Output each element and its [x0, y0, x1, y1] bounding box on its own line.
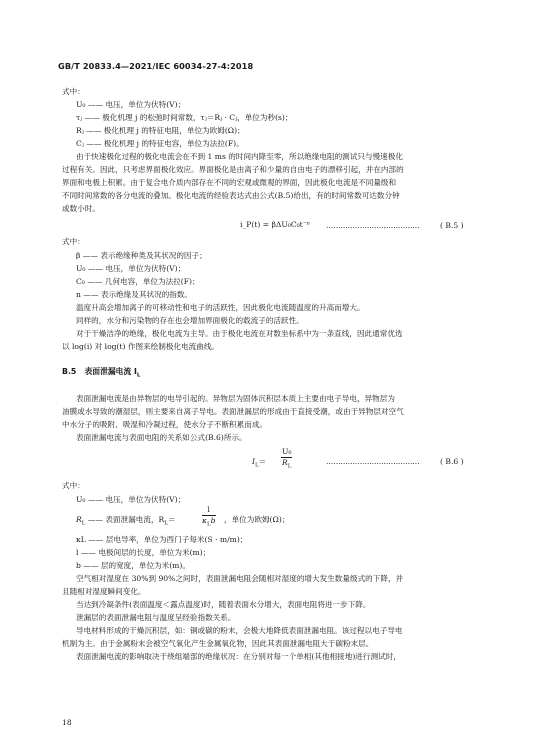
def-rj: Rⱼ —— 极化机理 j 的特征电阻，单位为欧姆(Ω)；	[76, 126, 245, 135]
page-number: 18	[62, 718, 72, 727]
para1-line: 过程有关。因此，只考虑界面极化效应。界面极化是由离子和少量的自由电子的漂移引起，并在内部的	[62, 165, 404, 174]
section-title: 表面泄漏电流 I	[84, 367, 137, 376]
para-line: 温度升高会增加离子的可移动性和电子的活跃性，因此极化电流随温度的升高而增大。	[76, 303, 365, 312]
para3-line: 表面泄漏电流的影响取决于绕组端部的绝缘状况：在分别对每一个单相(其他相接地)进行测试时，	[76, 652, 401, 661]
def-tau: τⱼ —— 极化机理 j 的松弛时间常数，τⱼ＝Rⱼ · Cⱼ，单位为秒(s)；	[76, 113, 293, 122]
para3-line: 当达到冷凝条件(表面温度＜露点温度)时，随着表面水分增大，表面电阻将进一步下降。	[76, 600, 371, 609]
equation-b5: i_P(t) = βΔU₀C₀t⁻ⁿ	[240, 220, 311, 229]
eq6-denominator	[281, 458, 292, 472]
def-cj: Cⱼ —— 极化机理 j 的特征电容，单位为法拉(F)。	[76, 139, 244, 148]
para-line: 以 log(i) 对 log(t) 作图来绘制极化电流曲线。	[62, 342, 220, 351]
rl-denominator	[202, 516, 216, 530]
para1-line: 不同时间常数的各分电流的叠加。极化电流的经验表达式由公式(B.5)给出，有的时间常数可达数分钟	[62, 191, 400, 200]
para3-line: 空气相对湿度在 30%到 90%之间时，表面泄漏电阻会随相对湿度的增大发生数量级式的下降，并	[76, 574, 404, 583]
para2-line: 中水分子的吸附、吸湿和冷凝过程，使水分子不断积累而成。	[62, 420, 268, 429]
para3-line: 导电材料形成的干燥沉积层，如：铜或碳的粉末，会极大地降低表面泄漏电阻。该过程以电子导电	[76, 626, 403, 635]
where-label: 式中：	[62, 237, 85, 246]
eq6-lhs-sub: L	[255, 462, 259, 469]
para1-line: 界面和电极上积累。由于复合电介质内部存在不同的宏观或微观的界面，因此极化电流是不同量级和	[62, 178, 397, 187]
para3-line: 泄漏层的表面泄漏电阻与温度呈经验指数关系。	[76, 613, 236, 622]
equation-b6-fraction	[281, 447, 292, 472]
equation-b6-number: ( B.6 )	[440, 457, 464, 466]
eq6-numerator: U₀	[282, 447, 292, 456]
rl-equals: ＝	[167, 515, 176, 524]
def-l: l —— 电极间层的长度，单位为米(m)；	[76, 548, 211, 557]
rl-den-sub: L	[206, 521, 211, 528]
rl-numerator: l	[202, 505, 216, 516]
def-b: b —— 层的宽度，单位为米(m)。	[76, 561, 190, 570]
def-u0: U₀ —— 电压，单位为伏特(V)；	[76, 264, 186, 273]
rl-symbol: R	[76, 515, 82, 524]
def-c0: C₀ —— 几何电容，单位为法拉(F)；	[76, 277, 200, 286]
section-title-sub: L	[136, 372, 141, 379]
para3-line: 机制为主。由于金属粉末会被空气氧化产生金属氧化物，因此其表面泄漏电阻大于碳粉末层。	[62, 639, 374, 648]
rl-unit: ，单位为欧姆(Ω)；	[224, 515, 290, 524]
rl-text: —— 表面泄漏电流，R	[85, 515, 165, 524]
def-rl	[76, 514, 176, 530]
def-u0: U₀ —— 电压，单位为伏特(V)；	[76, 495, 186, 504]
equation-b6-leader: …………………………………	[326, 457, 420, 466]
eq6-den-sub: L	[287, 463, 292, 470]
eq6-den-symbol: R	[282, 458, 288, 467]
para2-line: 表面泄漏电流是由异物层的电导引起的。异物层为固体沉积层本质上主要由电子导电，异物层为	[76, 394, 395, 403]
where-label: 式中：	[62, 481, 85, 490]
equation-b5-leader: …………………………………	[326, 221, 420, 230]
rl-fraction	[202, 505, 216, 530]
rl-den-b: b	[210, 516, 216, 525]
standard-header: GB/T 20833.4—2021/IEC 60034-27-4:2018	[58, 61, 254, 71]
para2-line: 表面泄漏电流与表面电阻的关系如公式(B.6)所示。	[76, 433, 247, 442]
para1-line: 由于快速极化过程的极化电流会在不到 1 ms 的时间内降至零，所以绝缘电阻的测试只与慢速极化	[76, 152, 403, 161]
para1-line: 或数小时。	[62, 204, 100, 213]
section-heading	[62, 366, 140, 379]
para2-line: 油膜或水导致的潮湿层，则主要来自离子导电。表面泄漏层的形成由于直接受潮，或由于异物层对空气	[62, 407, 404, 416]
para3-line: 且随相对湿度瞬间变化。	[62, 587, 146, 596]
para-line: 同样的，水分和污染物的存在也会增加界面极化的载流子的活跃性。	[76, 316, 304, 325]
eq6-lhs: I	[252, 457, 255, 466]
def-kappa: κL —— 层电导率，单位为西门子每米(S · m/m)；	[76, 535, 248, 544]
para-line: 对于干燥洁净的绝缘，极化电流为主导。由于极化电流在对数坐标系中为一条直线，因此通常优选	[76, 329, 403, 338]
equation-b6-lhs	[252, 456, 266, 469]
section-number: B.5	[62, 367, 77, 376]
rl-den-kappa: κ	[202, 516, 207, 525]
def-u0: U₀ —— 电压，单位为伏特(V)；	[76, 100, 186, 109]
eq6-equals: ＝	[258, 457, 267, 466]
def-beta: β —— 表示绝缘种类及其状况的因子；	[76, 251, 207, 260]
rl-text-sub: L	[164, 520, 168, 527]
equation-b5-number: ( B.5 )	[440, 221, 464, 230]
rl-sub: L	[81, 520, 86, 527]
where-label: 式中：	[62, 87, 85, 96]
def-n: n —— 表示绝缘及其状况的指数。	[76, 290, 193, 299]
